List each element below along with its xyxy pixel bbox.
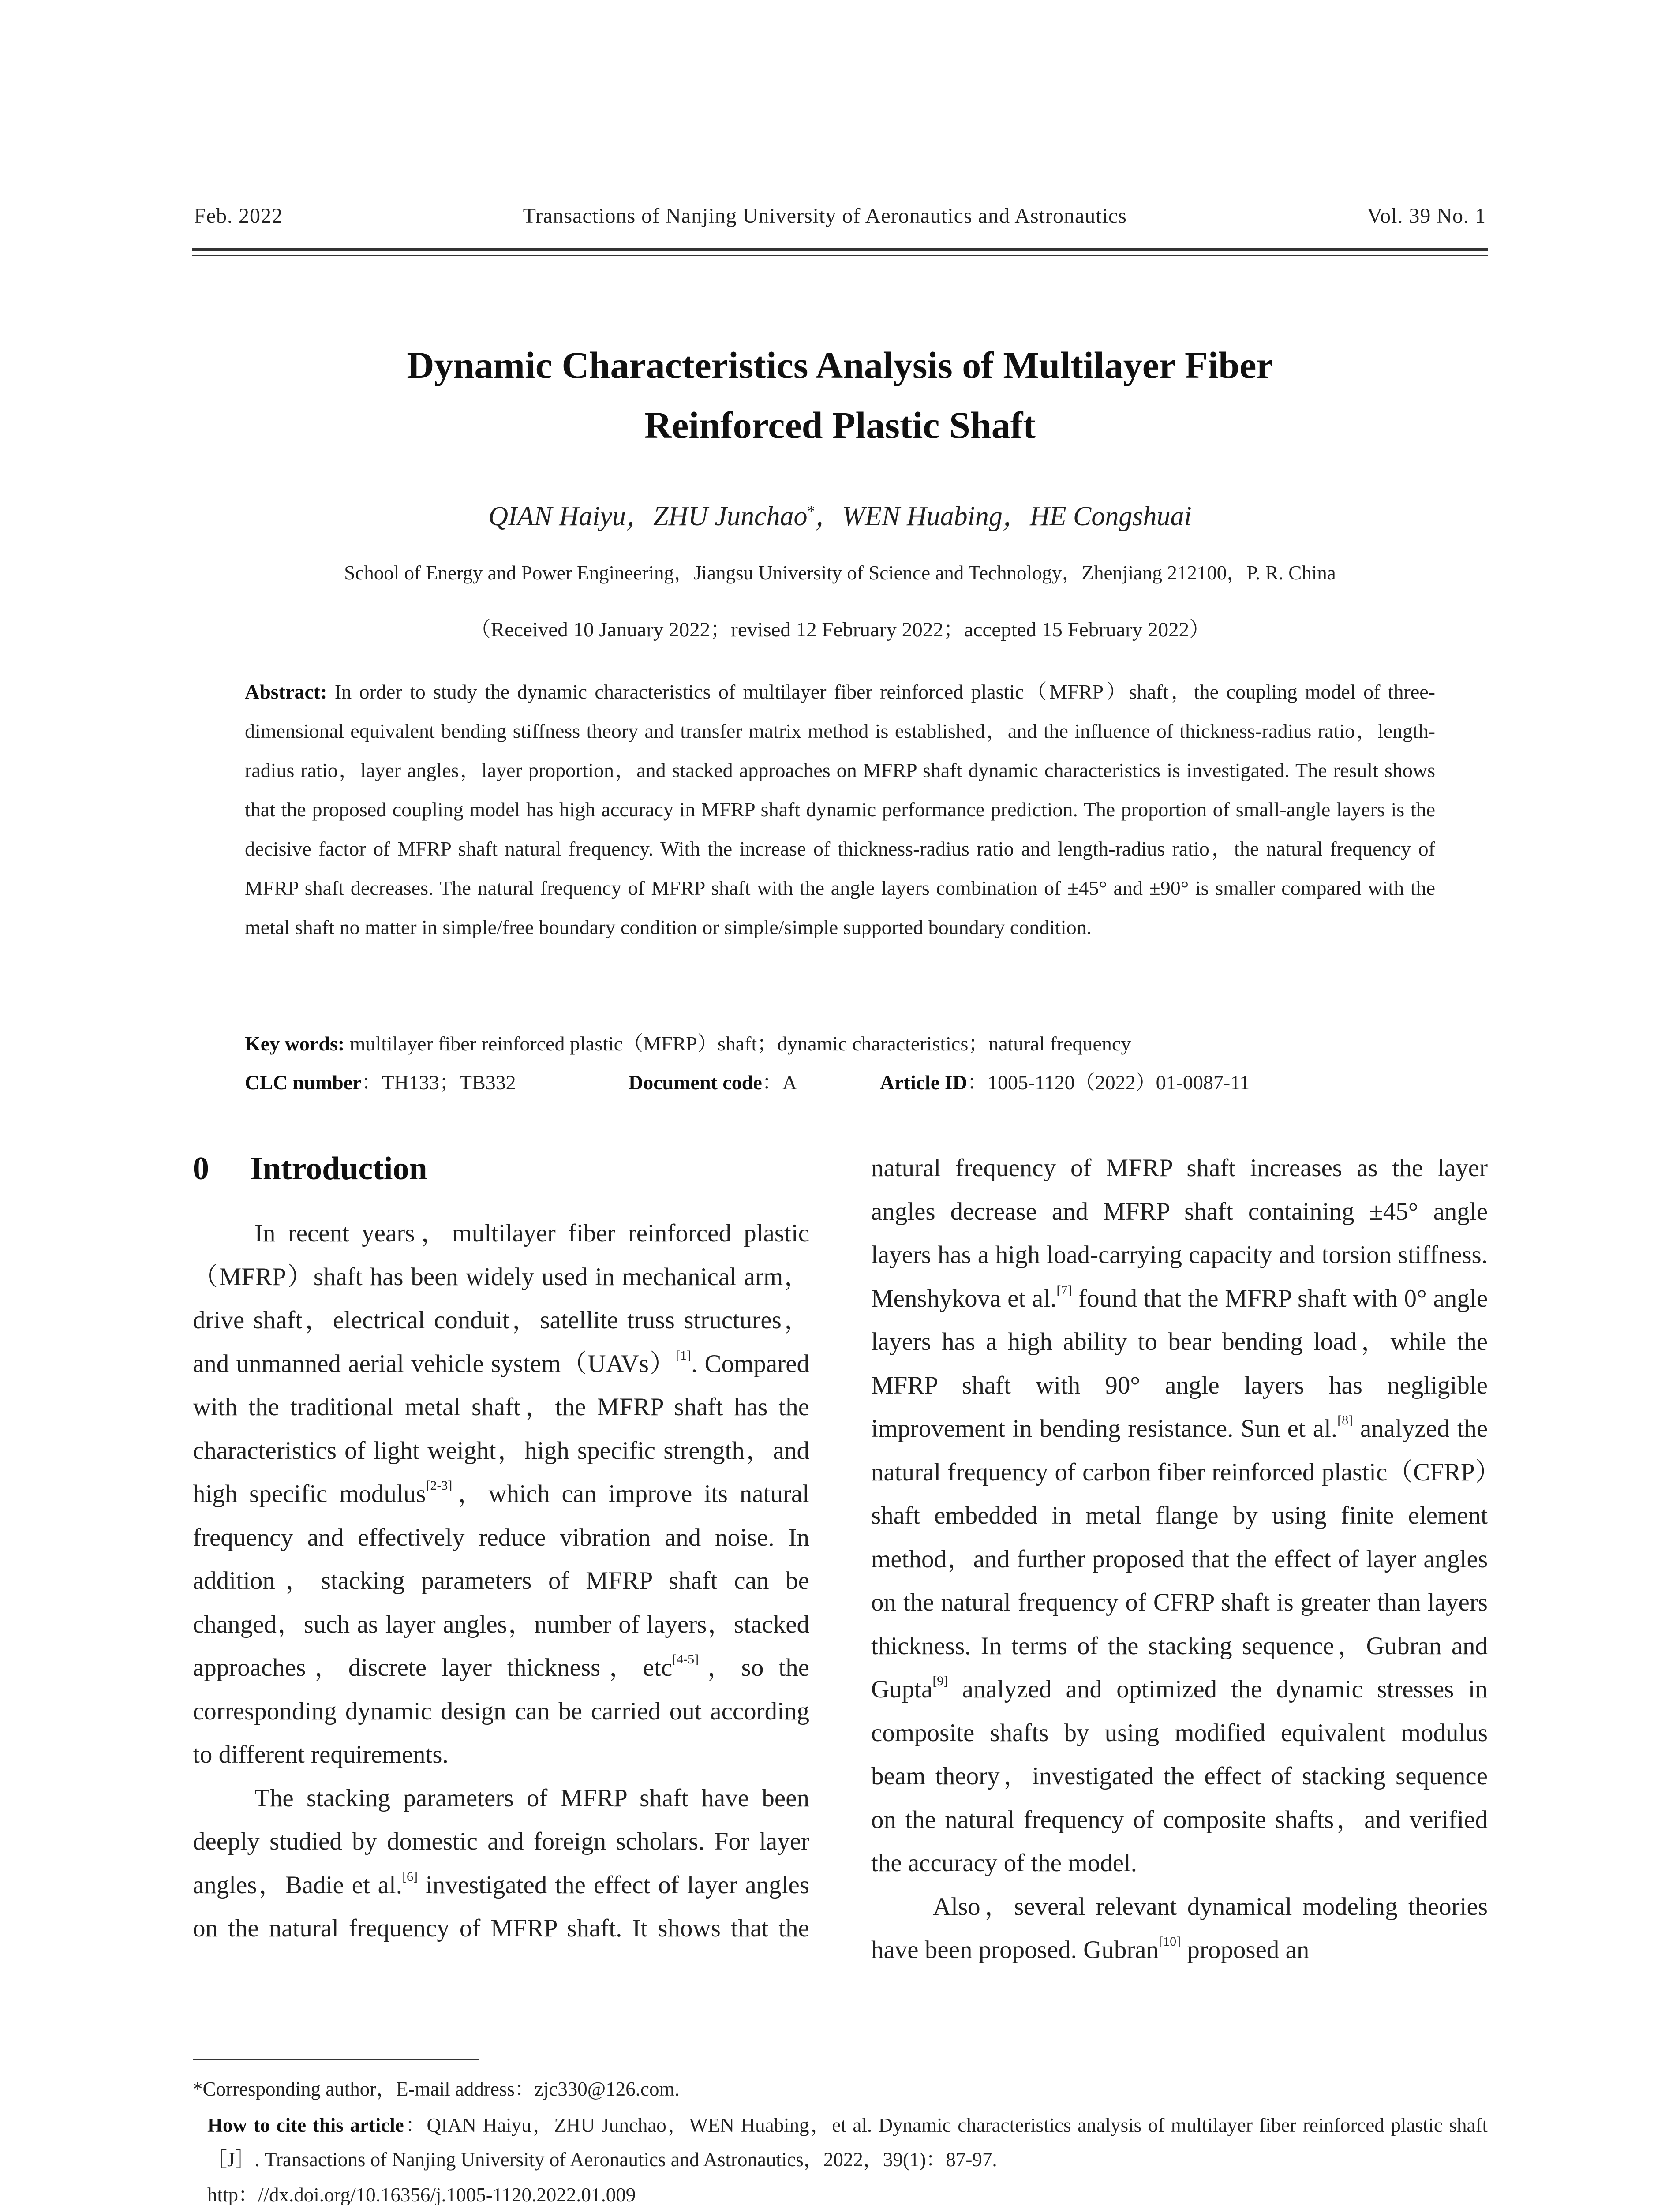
received-dates: （Received 10 January 2022；revised 12 February 2022；accepted 15 February 2022） xyxy=(470,618,1210,641)
section-number: 0 xyxy=(193,1151,209,1187)
affiliation: School of Energy and Power Engineering，Jiangsu University of Science and Technology，Zhenjiang 212100，P. R. China xyxy=(344,562,1336,584)
text-run: investigated the effect of layer angles on the natural frequency of MFRP shaft. It shows that the natural frequency of MFRP shaft increases as the layer angles decrease and MFRP shaft containing ±45° angle layers has a high load-carrying capacity and torsion stiffness. Menshykova et al. xyxy=(193,1154,1488,1942)
text-run: found that the MFRP shaft with 0° angle layers has a high ability to bear bending load，while the MFRP shaft with 90° angle layers has negligible improvement in bending resistance. Sun et al. xyxy=(871,1284,1488,1443)
body-columns xyxy=(193,1147,1488,2042)
section-heading xyxy=(193,1147,809,1191)
cite-text: ：QIAN Haiyu，ZHU Junchao，WEN Huabing，et al. Dynamic characteristics analysis of multilayer fiber reinforced plastic shaft［J］. Transactions of Nanjing University of Aeronautics and Astronautics，2022，39(1)：87-97. xyxy=(207,2114,1488,2171)
text-run: Also，several relevant dynamical modeling theories have been proposed. Gubran xyxy=(871,1892,1488,1964)
text-run: proposed an xyxy=(1181,1936,1310,1964)
citation-ref[interactable]: [8] xyxy=(1337,1413,1353,1428)
text-run: In recent years，multilayer fiber reinforced plastic（MFRP）shaft has been widely used in mechanical arm，drive shaft，electrical conduit，satellite truss structures，and unmanned aerial vehicle system（UAVs） xyxy=(193,1219,809,1378)
volume-number: Vol. 39 No. 1 xyxy=(1367,204,1486,228)
title-line-1: Dynamic Characteristics Analysis of Multilayer Fiber xyxy=(407,344,1273,386)
paragraph-3 xyxy=(871,1885,1488,1972)
abstract-text: In order to study the dynamic characteristics of multilayer fiber reinforced plastic（MFRP）shaft，the coupling model of three-dimensional equivalent bending stiffness theory and transfer matrix method is established，and the influence of thickness-radius ratio，length-radius ratio，layer angles，layer proportion，and stacked approaches on MFRP shaft dynamic characteristics is investigated. The result shows that the proposed coupling model has high accuracy in MFRP shaft dynamic performance prediction. The proportion of small-angle layers is the decisive factor of MFRP shaft natural frequency. With the increase of thickness-radius ratio and length-radius ratio，the natural frequency of MFRP shaft decreases. The natural frequency of MFRP shaft with the angle layers combination of ±45° and ±90° is smaller compared with the metal shaft no matter in simple/free boundary condition or simple/simple supported boundary condition. xyxy=(245,680,1435,938)
clc-label: CLC number xyxy=(245,1071,362,1094)
cite-label: How to cite this article xyxy=(207,2114,404,2136)
text-run: . Compared with the traditional metal shaft，the MFRP shaft has the characteristics of light weight，high specific strength，and high specific modulus xyxy=(193,1349,809,1508)
section-title: Introduction xyxy=(250,1151,427,1187)
article-id-value: ：1005-1120（2022）01-0087-11 xyxy=(967,1071,1250,1094)
corresponding-mark: * xyxy=(807,503,815,519)
citation-ref[interactable]: [1] xyxy=(676,1348,691,1363)
doc-code-group xyxy=(629,1066,880,1095)
citation-ref[interactable]: [9] xyxy=(932,1674,948,1688)
text-run: ，which can improve its natural frequency and effectively reduce vibration and noise. In addition，stacking parameters of MFRP shaft can be changed，such as layer angles，number of layers，stacked approaches，discrete layer thickness，etc xyxy=(193,1480,809,1682)
text-run: analyzed and optimized the dynamic stresses in composite shafts by using modified equivalent modulus beam theory，investigated the effect of stacking sequence on the natural frequency of composite shafts，and verified the accuracy of the model. xyxy=(871,1675,1488,1877)
citation-ref[interactable]: [4-5] xyxy=(672,1652,699,1667)
citation-note xyxy=(207,2108,1488,2177)
citation-ref[interactable]: [10] xyxy=(1159,1934,1181,1949)
text-run: The stacking parameters of MFRP shaft have been deeply studied by domestic and foreign scholars. For layer angles，Badie et al. xyxy=(193,1784,809,1899)
corresponding-author-note: *Corresponding author，E-mail address：zjc330@126.com. xyxy=(193,2078,680,2100)
doc-code-value: ：A xyxy=(762,1071,797,1094)
citation-ref[interactable]: [2-3] xyxy=(426,1478,453,1493)
abstract xyxy=(245,672,1435,947)
text-run: analyzed the natural frequency of carbon fiber reinforced plastic（CFRP）shaft embedded in metal flange by using finite element method，and further proposed that the effect of layer angles on the natural frequency of CFRP shaft is greater than layers thickness. In terms of the stacking sequence，Gubran and Gupta xyxy=(871,1415,1488,1703)
abstract-label: Abstract: xyxy=(245,680,327,703)
doi-link[interactable]: http：//dx.doi.org/10.16356/j.1005-1120.2022.01.009 xyxy=(207,2184,636,2205)
header-rule-thick xyxy=(192,248,1488,251)
keywords-text: multilayer fiber reinforced plastic（MFRP）shaft；dynamic characteristics；natural frequency xyxy=(344,1032,1131,1055)
citation-ref[interactable]: [7] xyxy=(1056,1282,1072,1297)
article-title xyxy=(221,335,1459,455)
clc-group xyxy=(245,1066,629,1095)
author-list xyxy=(192,494,1488,533)
text-run: ，so the corresponding dynamic design can be carried out according to different requirements. xyxy=(193,1654,809,1768)
footnote-rule xyxy=(193,2059,479,2060)
paragraph-1 xyxy=(193,1212,809,1777)
authors-first: QIAN Haiyu，ZHU Junchao xyxy=(488,501,808,531)
header-rule-thin xyxy=(192,255,1488,256)
journal-name: Transactions of Nanjing University of Aeronautics and Astronautics xyxy=(523,204,1127,228)
running-header xyxy=(194,204,1486,228)
keywords-label: Key words: xyxy=(245,1032,345,1055)
keywords xyxy=(245,1028,1435,1057)
authors-rest: ，WEN Huabing，HE Congshuai xyxy=(815,501,1192,531)
doc-code-label: Document code xyxy=(629,1071,762,1094)
citation-ref[interactable]: [6] xyxy=(402,1869,418,1884)
classification-line xyxy=(245,1066,1250,1095)
article-id-label: Article ID xyxy=(880,1071,967,1094)
title-line-2: Reinforced Plastic Shaft xyxy=(644,404,1036,446)
clc-value: ：TH133；TB332 xyxy=(361,1071,516,1094)
issue-date: Feb. 2022 xyxy=(194,204,283,228)
article-id-group xyxy=(880,1066,1250,1095)
